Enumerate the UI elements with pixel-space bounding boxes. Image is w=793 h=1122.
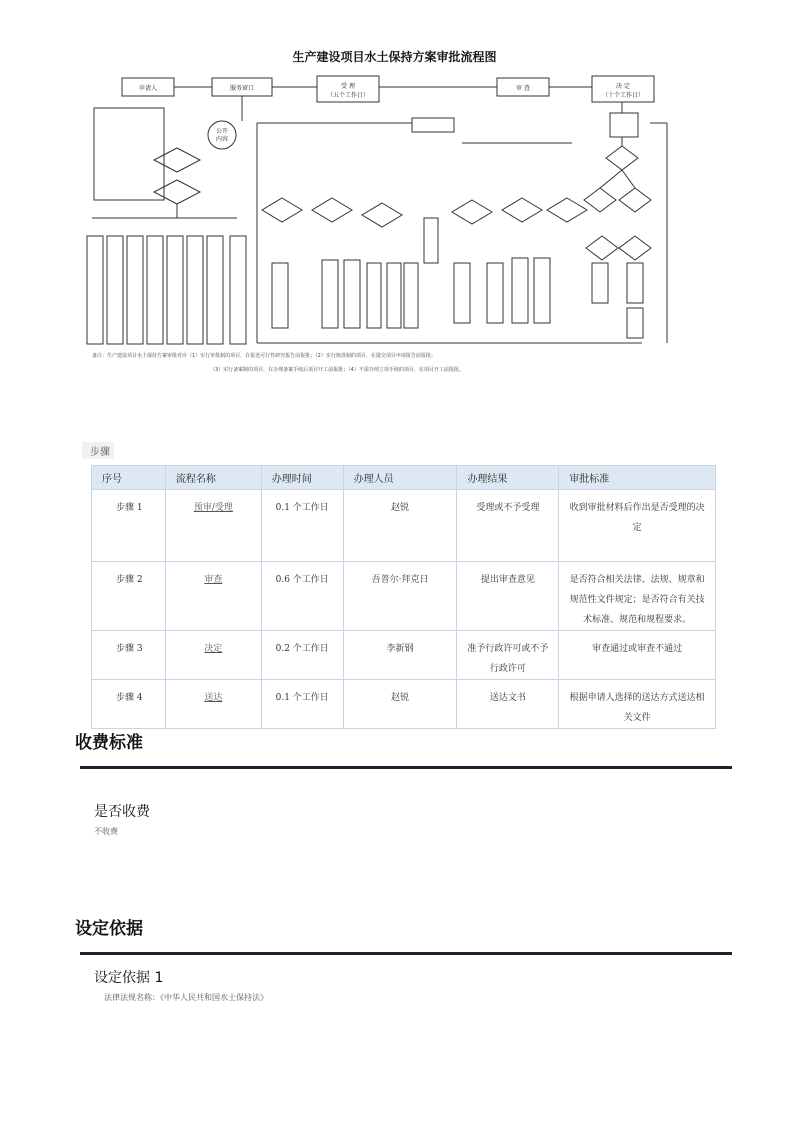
- flowchart-title: 生产建设项目水土保持方案审批流程图: [292, 50, 497, 64]
- row-person: 赵锐: [343, 490, 457, 562]
- row-name[interactable]: [165, 631, 261, 680]
- svg-text:服务窗口: 服务窗口: [229, 85, 255, 92]
- basis-value: 法律法规名称：《中华人民共和国水土保持法》: [104, 993, 268, 1002]
- table-row: [92, 680, 716, 729]
- flowchart-note-1: 备注：生产建设项目水土保持方案审批对应（1）实行审批制的项目，在报送可行性研究报告前报批；（2）实行核准制的项目，在提交项目申请报告前报批；: [92, 353, 436, 359]
- header-result: 办理结果: [457, 466, 559, 490]
- row-person: 赵锐: [343, 680, 457, 729]
- step-link[interactable]: 审查: [204, 575, 223, 585]
- row-index: 步骤 3: [92, 631, 166, 680]
- row-index: 步骤 1: [92, 490, 166, 562]
- svg-text:受 理: 受 理: [341, 83, 355, 90]
- table-row: [92, 562, 716, 631]
- header-standard: 审批标准: [559, 466, 716, 490]
- row-time: 0.1 个工作日: [261, 680, 343, 729]
- row-standard: 收到审批材料后作出是否受理的决定: [559, 490, 716, 562]
- row-time: 0.2 个工作日: [261, 631, 343, 680]
- row-time: 0.6 个工作日: [261, 562, 343, 631]
- row-name[interactable]: [165, 680, 261, 729]
- fee-section-divider: [80, 766, 732, 769]
- basis-section-title: 设定依据: [75, 919, 143, 939]
- row-name[interactable]: [165, 490, 261, 562]
- row-standard: 审查通过或审查不通过: [559, 631, 716, 680]
- table-row: [92, 631, 716, 680]
- svg-text:决 定: 决 定: [616, 83, 630, 90]
- svg-text:审 查: 审 查: [516, 85, 530, 92]
- basis-sub-title: 设定依据 1: [94, 970, 164, 986]
- step-link[interactable]: 预审/受理: [193, 503, 233, 513]
- row-result: 受理或不予受理: [457, 490, 559, 562]
- fee-sub-title: 是否收费: [94, 804, 150, 820]
- flowchart-graphic: [82, 38, 707, 383]
- row-person: 吾普尔·拜克日: [343, 562, 457, 631]
- table-header-row: [92, 466, 716, 490]
- approval-flowchart: [82, 38, 707, 383]
- header-name: 流程名称: [165, 466, 261, 490]
- header-time: 办理时间: [261, 466, 343, 490]
- step-link[interactable]: 送达: [204, 693, 223, 703]
- header-index: 序号: [92, 466, 166, 490]
- row-time: 0.1 个工作日: [261, 490, 343, 562]
- header-person: 办理人员: [343, 466, 457, 490]
- steps-table: [91, 465, 716, 729]
- fee-value: 不收费: [94, 827, 118, 836]
- svg-text:（十个工作日）: （十个工作日）: [601, 92, 645, 99]
- row-result: 送达文书: [457, 680, 559, 729]
- table-row: [92, 490, 716, 562]
- row-person: 李新钢: [343, 631, 457, 680]
- row-name[interactable]: [165, 562, 261, 631]
- svg-text:（五个工作日）: （五个工作日）: [326, 92, 370, 99]
- svg-text:内容: 内容: [215, 136, 229, 143]
- row-standard: 根据申请人选择的送达方式送达相关文件: [559, 680, 716, 729]
- row-result: 提出审查意见: [457, 562, 559, 631]
- svg-text:申请人: 申请人: [138, 85, 158, 92]
- row-standard: 是否符合相关法律、法规、规章和规范性文件规定；是否符合有关技术标准、规范和规程要求。: [559, 562, 716, 631]
- svg-text:公开: 公开: [215, 128, 229, 135]
- basis-section-divider: [80, 952, 732, 955]
- row-index: 步骤 4: [92, 680, 166, 729]
- row-index: 步骤 2: [92, 562, 166, 631]
- row-result: 准予行政许可或不予行政许可: [457, 631, 559, 680]
- step-link[interactable]: 决定: [204, 644, 223, 654]
- flowchart-note-2: （3）实行备案制的项目，在办理备案手续后项目开工前报批；（4）不需办理立项手续的项目，在项目开工前报批。: [210, 367, 464, 373]
- fee-section-title: 收费标准: [75, 733, 143, 753]
- steps-label: 步骤: [82, 442, 114, 459]
